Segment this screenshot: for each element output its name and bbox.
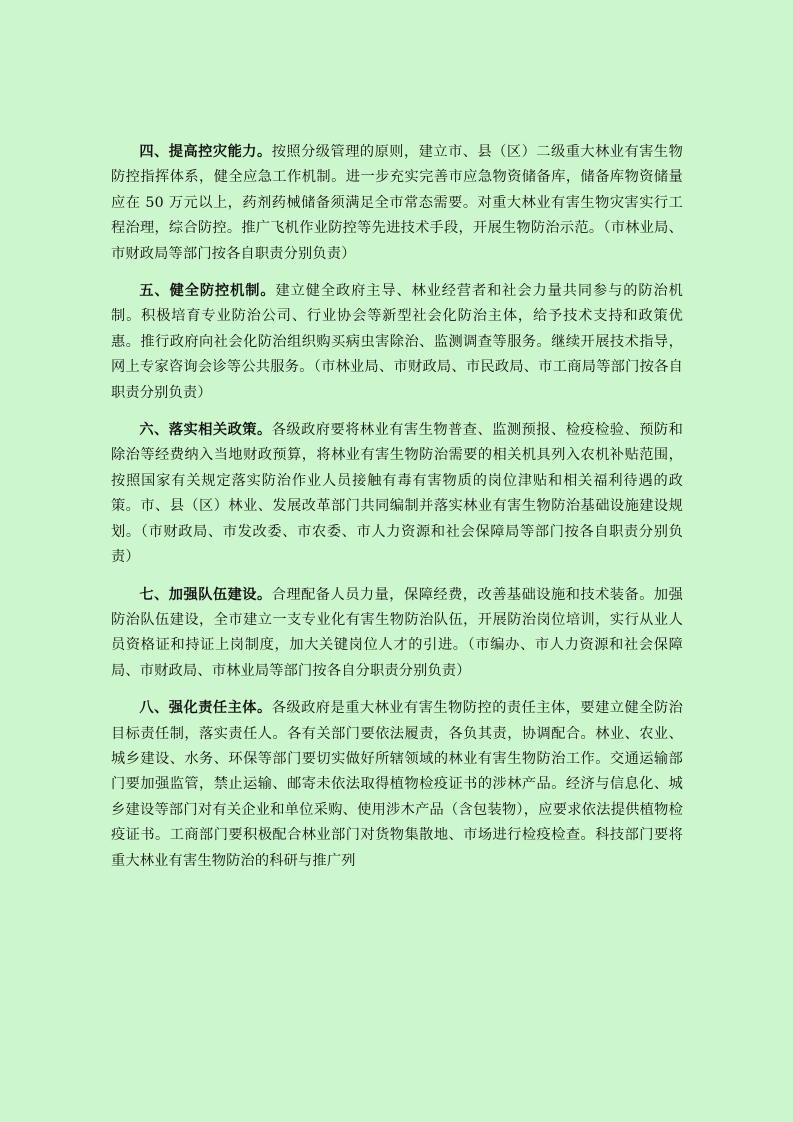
paragraph-4 (111, 140, 683, 267)
paragraph-7 (111, 583, 683, 685)
paragraph-heading: 四、提高控灾能力。 (139, 144, 272, 160)
paragraph-body: 各级政府要将林业有害生物普查、监测预报、检疫检验、预防和除治等经费纳入当地财政预算，将林业有害生物防治需要的相关机具列入农机补贴范围，按照国家有关规定落实防治作业人员接触有毒有害物质的岗位津贴和相关福利待遇的政策。市、县（区）林业、发展改革部门共同编制并落实林业有害生物防治基础设施建设规划。（市财政局、市发改委、市农委、市人力资源和社会保障局等部门按各自职责分别负责） (111, 422, 683, 566)
paragraph-body: 合理配备人员力量，保障经费，改善基础设施和技术装备。加强防治队伍建设，全市建立一支专业化有害生物防治队伍，开展防治岗位培训，实行从业人员资格证和持证上岗制度，加大关键岗位人才的引进。（市编办、市人力资源和社会保障局、市财政局、市林业局等部门按各自分职责分别负责） (111, 586, 683, 679)
paragraph-body: 各级政府是重大林业有害生物防控的责任主体，要建立健全防治目标责任制，落实责任人。各有关部门要依法履责，各负其责，协调配合。林业、农业、城乡建设、水务、环保等部门要切实做好所辖领域的林业有害生物防治工作。交通运输部门要加强监管，禁止运输、邮寄未依法取得植物检疫证书的涉林产品。经济与信息化、城乡建设等部门对有关企业和单位采购、使用涉木产品（含包装物），应要求依法提供植物检疫证书。工商部门要积极配合林业部门对货物集散地、市场进行检疫检查。科技部门要将重大林业有害生物防治的科研与推广列 (111, 700, 683, 869)
paragraph-6 (111, 418, 683, 570)
paragraph-heading: 七、加强队伍建设。 (139, 586, 272, 603)
paragraph-5 (111, 279, 683, 406)
paragraph-body: 按照分级管理的原则，建立市、县（区）二级重大林业有害生物防控指挥体系，健全应急工作机制。进一步充实完善市应急物资储备库，储备库物资储量应在 50 万元以上，药剂药械储备须满足全市常态需要。对重大林业有害生物灾害实行工程治理，综合防控。推广飞机作业防控等先进技术手段，开展生物防治示范。（市林业局、市财政局等部门按各自职责分别负责） (111, 144, 683, 262)
paragraph-heading: 五、健全防控机制。 (139, 283, 276, 300)
paragraph-body: 建立健全政府主导、林业经营者和社会力量共同参与的防治机制。积极培育专业防治公司、行业协会等新型社会化防治主体，给予技术支持和政策优惠。推行政府向社会化防治组织购买病虫害除治、监测调查等服务。继续开展技术指导，网上专家咨询会诊等公共服务。（市林业局、市财政局、市民政局、市工商局等部门按各自职责分别负责） (111, 283, 683, 401)
paragraph-heading: 六、落实相关政策。 (139, 422, 272, 439)
paragraph-8 (111, 696, 683, 874)
paragraph-heading: 八、强化责任主体。 (139, 700, 272, 717)
